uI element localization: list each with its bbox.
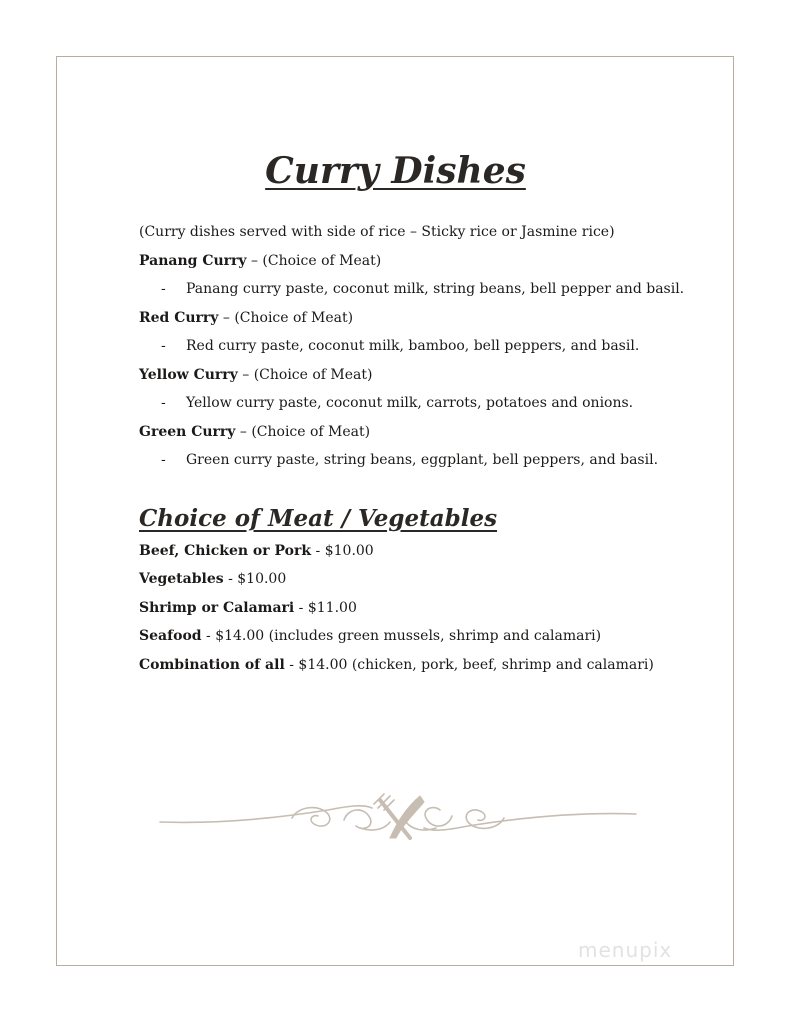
curry-heading-panang xyxy=(139,247,699,276)
meat-option xyxy=(139,594,699,623)
bullet-dash: - xyxy=(161,452,166,468)
curry-heading-yellow xyxy=(139,361,699,390)
fork-knife-flourish-icon xyxy=(158,788,638,848)
curry-description: Panang curry paste, coconut milk, string beans, bell pepper and basil. xyxy=(186,281,685,297)
meat-option-price: - $14.00 (chicken, pork, beef, shrimp and calamari) xyxy=(284,656,654,673)
curry-name: Yellow Curry xyxy=(139,366,238,383)
curry-description-green xyxy=(139,446,699,475)
meat-option xyxy=(139,565,699,594)
curry-description-panang xyxy=(139,275,699,304)
curry-note: – (Choice of Meat) xyxy=(246,252,382,269)
curry-note: – (Choice of Meat) xyxy=(218,309,354,326)
meat-option-price: - $14.00 (includes green mussels, shrimp and calamari) xyxy=(201,628,602,644)
meat-option xyxy=(139,537,699,566)
meat-section-title: Choice of Meat / Vegetables xyxy=(139,504,498,532)
curry-name: Panang Curry xyxy=(139,252,247,269)
bullet-dash: - xyxy=(161,395,166,411)
meat-option xyxy=(139,622,699,651)
curry-heading-red xyxy=(139,304,699,333)
menu-content xyxy=(139,218,699,679)
meat-option-name: Beef, Chicken or Pork xyxy=(139,542,312,559)
meat-option xyxy=(139,651,699,680)
curry-description-red xyxy=(139,332,699,361)
curry-description: Green curry paste, string beans, eggplant, bell peppers, and basil. xyxy=(186,452,659,468)
bullet-dash: - xyxy=(161,281,166,297)
curry-name: Green Curry xyxy=(139,423,236,440)
curry-description: Yellow curry paste, coconut milk, carrots, potatoes and onions. xyxy=(186,395,634,411)
curry-note: – (Choice of Meat) xyxy=(237,366,373,383)
meat-option-name: Seafood xyxy=(139,628,202,644)
meat-option-name: Combination of all xyxy=(139,656,285,673)
curry-description-yellow xyxy=(139,389,699,418)
curry-note: – (Choice of Meat) xyxy=(235,423,371,440)
meat-option-price: - $10.00 xyxy=(311,542,374,559)
meat-option-price: - $11.00 xyxy=(294,599,357,616)
intro-text: (Curry dishes served with side of rice – Sticky rice or Jasmine rice) xyxy=(139,224,615,240)
meat-option-name: Vegetables xyxy=(139,571,224,587)
curry-name: Red Curry xyxy=(139,309,219,326)
bullet-dash: - xyxy=(161,338,166,354)
watermark: menupix xyxy=(578,938,673,962)
curry-description: Red curry paste, coconut milk, bamboo, bell peppers, and basil. xyxy=(186,338,640,354)
meat-option-name: Shrimp or Calamari xyxy=(139,599,295,616)
page-title: Curry Dishes xyxy=(265,150,526,192)
meat-option-price: - $10.00 xyxy=(223,571,287,587)
curry-heading-green xyxy=(139,418,699,447)
